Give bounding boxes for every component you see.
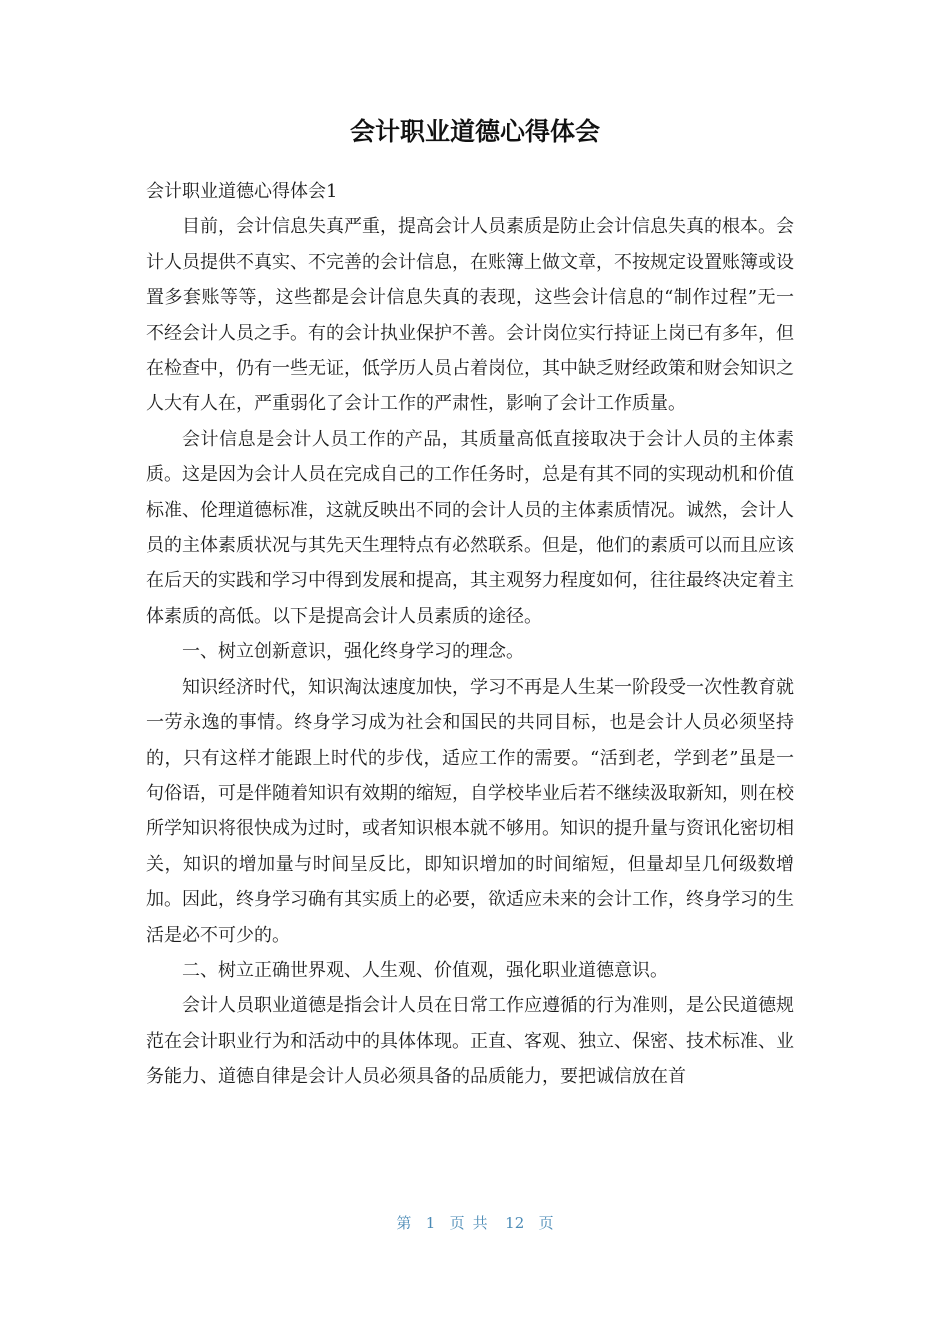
paragraph: 目前，会计信息失真严重，提高会计人员素质是防止会计信息失真的根本。会计人员提供不真实、不完善的会计信息，在账簿上做文章，不按规定设置账簿或设置多套账等等，这些都是会计信息失真的表现，这些会计信息的“制作过程”无一不经会计人员之手。有的会计执业保护不善。会计岗位实行持证上岗已有多年，但在检查中，仍有一些无证，低学历人员占着岗位，其中缺乏财经政策和财会知识之人大有人在，严重弱化了会计工作的严肃性，影响了会计工作质量。 bbox=[146, 216, 794, 415]
paragraph: 会计信息是会计人员工作的产品，其质量高低直接取决于会计人员的主体素质。这是因为会计人员在完成自己的工作任务时，总是有其不同的实现动机和价值标准、伦理道德标准，这就反映出不同的会计人员的主体素质情况。诚然，会计人员的主体素质状况与其先天生理特点有必然联系。但是，他们的素质可以而且应该在后天的实践和学习中得到发展和提高，其主观努力程度如何，往往最终决定着主体素质的高低。以下是提高会计人员素质的途径。 bbox=[146, 428, 794, 627]
total-pages-number: 12 bbox=[505, 1214, 525, 1232]
section-heading: 会计职业道德心得体会1 bbox=[146, 181, 338, 202]
paragraph: 知识经济时代，知识淘汰速度加快，学习不再是人生某一阶段受一次性教育就一劳永逸的事情。终身学习成为社会和国民的共同目标，也是会计人员必须坚持的，只有这样才能跟上时代的步伐，适应工作的需要。“活到老，学到老”虽是一句俗语，可是伴随着知识有效期的缩短，自学校毕业后若不继续汲取新知，则在校所学知识将很快成为过时，或者知识根本就不够用。知识的提升量与资讯化密切相关，知识的增加量与时间呈反比，即知识增加的时间缩短，但量却呈几何级数增加。因此，终身学习确有其实质上的必要，欲适应未来的会计工作，终身学习的生活是必不可少的。 bbox=[146, 676, 794, 946]
page-label-suffix: 页 bbox=[538, 1214, 554, 1232]
document-title: 会计职业道德心得体会 bbox=[349, 117, 600, 146]
page-label-prefix: 第 bbox=[396, 1214, 412, 1232]
page-label-middle: 页共 bbox=[449, 1214, 496, 1232]
paragraph: 会计人员职业道德是指会计人员在日常工作应遵循的行为准则，是公民道德规范在会计职业行为和活动中的具体体现。正直、客观、独立、保密、技术标准、业务能力、道德自律是会计人员必须具备的品质能力，要把诚信放在首 bbox=[146, 995, 794, 1088]
paragraph: 二、树立正确世界观、人生观、价值观，强化职业道德意识。 bbox=[182, 959, 668, 981]
current-page-number: 1 bbox=[425, 1214, 436, 1232]
page-footer bbox=[0, 1212, 950, 1233]
document-body bbox=[146, 174, 794, 1095]
paragraph: 一、树立创新意识，强化终身学习的理念。 bbox=[182, 641, 524, 663]
